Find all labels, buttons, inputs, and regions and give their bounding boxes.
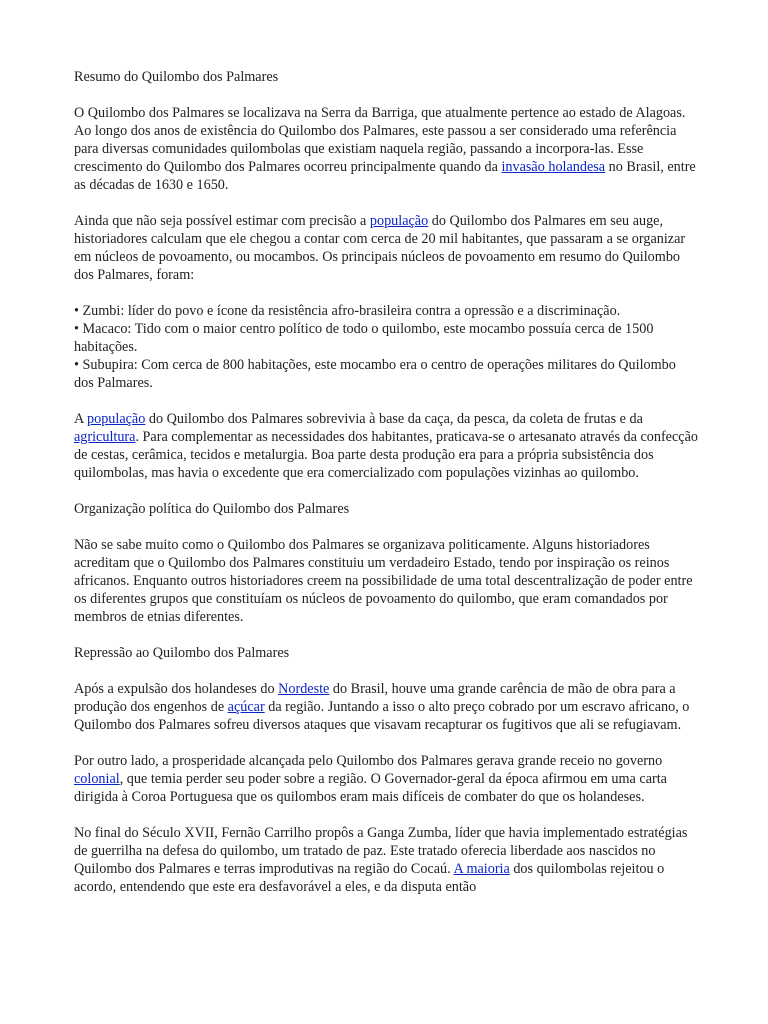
link-populacao-2[interactable]: população [87,411,146,427]
paragraph-text: A [74,411,88,427]
section-heading-organizacao: Organização política do Quilombo dos Palmares [74,501,350,517]
link-invasao-holandesa[interactable]: invasão holandesa [501,159,606,175]
document-title: Resumo do Quilombo dos Palmares [74,69,279,85]
list-item: • Zumbi: líder do povo e ícone da resistência afro-brasileira contra a opressão e a discriminação. [74,303,621,319]
link-acucar[interactable]: açúcar [227,699,265,715]
paragraph-text: O Quilombo dos Palmares se localizava na Serra da Barriga, que atualmente pertence ao estado de Alagoas. Ao longo dos anos de existência do Quilombo dos Palmares, este passou a ser considerado uma referência para diversas comunidades quilombolas que existiam naquela região, passando a incorpora-las. Esse crescimento do Quilombo dos Palmares ocorreu principalmente quando da [74,105,686,175]
paragraph-location [74,104,698,194]
paragraph-treaty [74,824,698,896]
link-agricultura[interactable]: agricultura [74,429,136,445]
paragraph-text: Por outro lado, a prosperidade alcançada pelo Quilombo dos Palmares gerava grande receio no governo [74,753,663,769]
paragraph-text: . Para complementar as necessidades dos habitantes, praticava-se o artesanato através da confecção de cestas, cerâmica, tecidos e metalurgia. Boa parte desta produção era para a própria subsistência dos quilombolas, mas havia o excedente que era comercializado com populações vizinhas ao quilombo. [74,429,698,481]
list-item: • Macaco: Tido com o maior centro político de todo o quilombo, este mocambo possuía cerca de 1500 habitações. [74,321,654,355]
paragraph-text: Ainda que não seja possível estimar com precisão a [74,213,370,229]
paragraph-population [74,212,698,284]
paragraph-text: do Brasil, houve uma grande carência de mão de obra para a produção dos engenhos de [74,681,676,715]
paragraph-text: da região. Juntando a isso o alto preço cobrado por um escravo africano, o Quilombo dos Palmares sofreu diversos ataques que visavam recapturar os fugitivos que ali se refugiavam. [74,699,690,733]
paragraph-economy [74,410,698,482]
paragraph-text: do Quilombo dos Palmares sobrevivia à base da caça, da pesca, da coleta de frutas e da [145,411,643,427]
paragraph-repression [74,680,698,734]
paragraph-text: No final do Século XVII, Fernão Carrilho propôs a Ganga Zumba, líder que havia implementado estratégias de guerrilha na defesa do quilombo, um tratado de paz. Este tratado oferecia liberdade aos nascidos no Quilombo dos Palmares e terras improdutivas na região do Cocaú. [74,825,688,877]
link-a-maioria[interactable]: A maioria [453,861,510,877]
link-populacao[interactable]: população [369,213,429,229]
paragraph-text: , que temia perder seu poder sobre a região. O Governador-geral da época afirmou em uma carta dirigida à Coroa Portuguesa que os quilombos eram mais difíceis de combater do que os holandeses. [74,771,667,805]
list-item: • Subupira: Com cerca de 800 habitações, este mocambo era o centro de operações militares do Quilombo dos Palmares. [74,357,676,391]
paragraph-organization: Não se sabe muito como o Quilombo dos Palmares se organizava politicamente. Alguns historiadores acreditam que o Quilombo dos Palmares constituiu um verdadeiro Estado, tendo por inspiração os reinos africanos. Enquanto outros historiadores creem na possibilidade de uma total descentralização de poder entre os diferentes grupos que constituíam os núcleos de povoamento do quilombo, que eram comandados por membros de etnias diferentes. [74,537,693,625]
paragraph-text: dos quilombolas rejeitou o acordo, entendendo que este era desfavorável a eles, e da disputa então [74,861,665,895]
link-nordeste[interactable]: Nordeste [278,681,330,697]
mocambos-list [74,302,698,392]
link-colonial[interactable]: colonial [74,771,120,787]
paragraph-text: no Brasil, entre as décadas de 1630 e 1650. [74,159,696,193]
paragraph-text: Após a expulsão dos holandeses do [74,681,279,697]
section-heading-repressao: Repressão ao Quilombo dos Palmares [74,645,290,661]
paragraph-colonial-government [74,752,698,806]
paragraph-text: do Quilombo dos Palmares em seu auge, historiadores calculam que ele chegou a contar com cerca de 20 mil habitantes, que passaram a se organizar em núcleos de povoamento, ou mocambos. Os principais núcleos de povoamento em resumo do Quilombo dos Palmares, foram: [74,213,686,283]
